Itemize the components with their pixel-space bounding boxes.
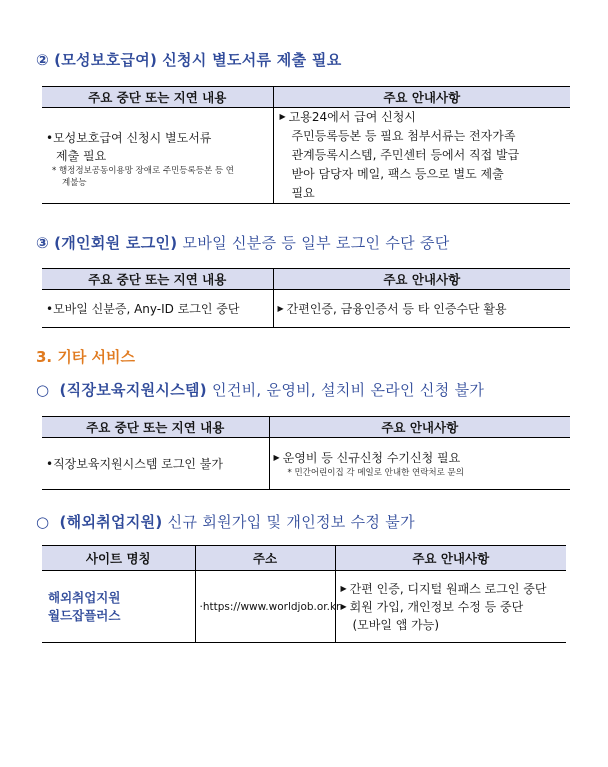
column-header: 주요 중단 또는 지연 내용 xyxy=(42,87,273,108)
column-header: 주소 xyxy=(195,546,335,571)
cell-text: 관계등록시스템, 주민센터 등에서 직접 발급 xyxy=(291,148,520,162)
section-title: (개인회원 로그인) xyxy=(54,234,178,252)
section-number: ② xyxy=(36,51,50,69)
table-header-row xyxy=(42,87,570,108)
table-header-row xyxy=(42,417,570,438)
circle-bullet-icon: ○ xyxy=(36,381,50,399)
table-row xyxy=(42,571,566,643)
cell-note: * 행정정보공동이용망 장애로 주민등록등본 등 연 xyxy=(52,165,234,176)
column-header: 주요 안내사항 xyxy=(269,417,570,438)
login-table xyxy=(42,268,570,328)
cell-text: 운영비 등 신규신청 수기신청 필요 xyxy=(282,450,461,465)
section-heading-maternity xyxy=(36,49,342,70)
table-cell xyxy=(42,571,195,643)
section-number: ③ xyxy=(36,234,50,252)
section-heading-overseas xyxy=(36,511,415,532)
triangle-bullet-icon: ▶ xyxy=(279,112,286,121)
overseas-table xyxy=(42,545,566,643)
column-header: 주요 안내사항 xyxy=(273,87,570,108)
cell-text: 주민등록등본 등 필요 첨부서류는 전자가족 xyxy=(291,129,516,143)
circle-bullet-icon: ○ xyxy=(36,513,50,531)
triangle-bullet-icon: ▶ xyxy=(273,452,280,462)
table-cell: •모바일 신분증, Any-ID 로그인 중단 xyxy=(42,290,273,328)
table-cell xyxy=(335,571,566,643)
column-header: 사이트 명칭 xyxy=(42,546,195,571)
childcare-table xyxy=(42,416,570,490)
cell-text: 회원 가입, 개인정보 수정 등 중단 xyxy=(349,599,524,614)
table-header-row xyxy=(42,269,570,290)
cell-text: 간편 인증, 디지털 원패스 로그인 중단 xyxy=(349,581,547,596)
section-subtitle: 인건비, 운영비, 설치비 온라인 신청 불가 xyxy=(212,381,485,399)
bullet-line xyxy=(274,449,567,467)
section-3-title: 3. 기타 서비스 xyxy=(36,348,136,366)
section-heading-login xyxy=(36,232,450,253)
bullet-line xyxy=(341,580,562,598)
section-title: (해외취업지원) xyxy=(59,513,163,531)
bullet-line xyxy=(280,108,565,127)
table-cell xyxy=(273,108,570,204)
cell-text: (모바일 앱 가능) xyxy=(352,617,440,632)
column-header: 주요 안내사항 xyxy=(335,546,566,571)
cell-text: 고용24에서 급여 신청시 xyxy=(288,110,416,124)
triangle-bullet-icon: ▶ xyxy=(277,303,284,313)
section-subtitle: 신청시 별도서류 제출 필요 xyxy=(162,51,342,69)
triangle-bullet-icon: ▶ xyxy=(340,583,347,593)
table-cell xyxy=(269,438,570,490)
cell-text: 간편인증, 금융인증서 등 타 인증수단 활용 xyxy=(286,301,507,316)
table-header-row xyxy=(42,546,566,571)
site-url[interactable]: ·https://www.worldjob.or.kr xyxy=(195,571,335,643)
column-header: 주요 중단 또는 지연 내용 xyxy=(42,269,273,290)
table-cell xyxy=(273,290,570,328)
bullet-line xyxy=(278,300,567,318)
maternity-table xyxy=(42,86,570,204)
table-cell: •직장보육지원시스템 로그인 불가 xyxy=(42,438,269,490)
table-cell xyxy=(42,108,273,204)
section-title: (모성보호급여) xyxy=(54,51,158,69)
cell-text: 필요 xyxy=(291,186,315,200)
column-header: 주요 중단 또는 지연 내용 xyxy=(42,417,269,438)
column-header: 주요 안내사항 xyxy=(273,269,570,290)
cell-text: 받아 담당자 메일, 팩스 등으로 별도 제출 xyxy=(291,167,504,181)
section-subtitle: 신규 회원가입 및 개인정보 수정 불가 xyxy=(167,513,415,531)
bullet-line xyxy=(341,598,562,616)
section-subtitle: 모바일 신분증 등 일부 로그인 수단 중단 xyxy=(182,234,450,252)
table-row xyxy=(42,438,570,490)
triangle-bullet-icon: ▶ xyxy=(340,601,347,611)
cell-text: •모성보호급여 신청시 별도서류 xyxy=(46,130,212,145)
cell-text: 제출 필요 xyxy=(56,148,107,163)
cell-note: * 민간어린이집 각 메일로 안내한 연락처로 문의 xyxy=(287,467,464,478)
site-name: 월드잡플러스 xyxy=(48,607,121,623)
site-name: 해외취업지원 xyxy=(48,589,121,605)
section-heading-childcare xyxy=(36,379,484,400)
table-row xyxy=(42,108,570,204)
section-title: (직장보육지원시스템) xyxy=(59,381,207,399)
table-row xyxy=(42,290,570,328)
cell-note: 계불능 xyxy=(62,177,87,188)
